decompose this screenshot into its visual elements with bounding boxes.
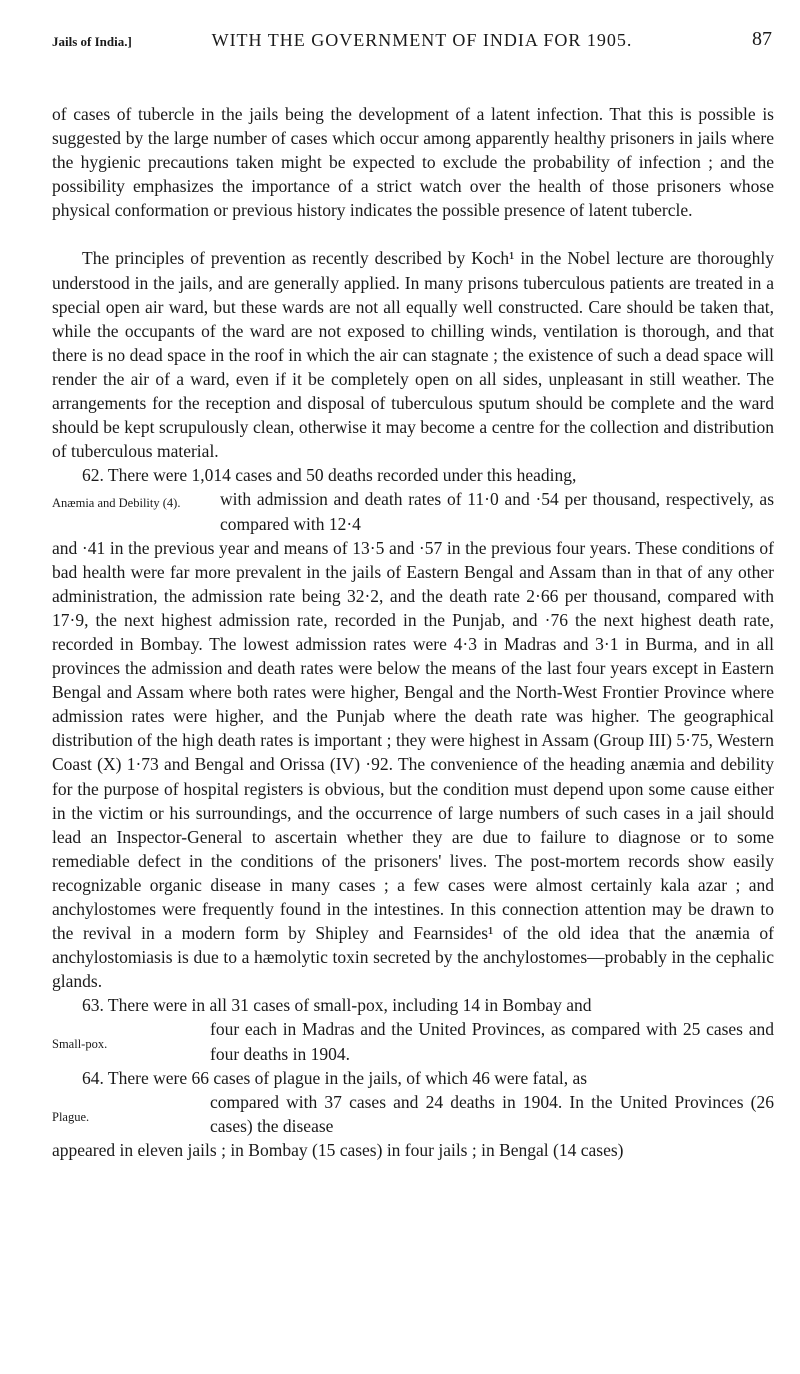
section-62-lead: 62. There were 1,014 cases and 50 deaths recorded under this heading, [82, 465, 577, 486]
section-63-smallpox [52, 993, 774, 1065]
section-64-body: appeared in eleven jails ; in Bombay (15 cases) in four jails ; in Bengal (14 cases) [52, 1139, 624, 1160]
paragraph-tubercle-continued: of cases of tubercle in the jails being the development of a latent infection. That this is possible is suggested by the large number of cases which occur among apparently healthy prisoners in jails where the hygienic precautions taken might be expected to exclude the probability of infection ; and the possibility emphasizes the importance of a strict watch over the health of those prisoners whose physical conformation or previous history indicates the possible presence of latent tubercle. [52, 104, 774, 221]
document-page [52, 28, 774, 1162]
side-note-smallpox: Small-pox. [52, 1037, 108, 1052]
running-header [52, 28, 774, 68]
side-note-anaemia: Anæmia and Debility (4). [52, 496, 181, 511]
page-number: 87 [752, 28, 772, 50]
paragraph-prevention: The principles of prevention as recently described by Koch¹ in the Nobel lecture are thoroughly understood in the jails, and are generally applied. In many prisons tuberculous patients are treated in a special open air ward, but these wards are not all equally well constructed. Care should be taken that, while the occupants of the ward are not exposed to chilling winds, ventilation is thorough, and that there is no dead space in the roof in which the air can stagnate ; the existence of such a dead space will render the air of a ward, even if it be completely open on all sides, unpleasant in still weather. The arrangements for the reception and disposal of tuberculous sputum should be complete and the ward should be kept scrupulously clean, otherwise it may become a centre for the collection and distribution of tuberculous material. [52, 248, 774, 462]
section-64-hanging-text: compared with 37 cases and 24 deaths in 1904. In the United Provinces (26 cases) the disease [210, 1091, 774, 1136]
side-note-plague: Plague. [52, 1109, 90, 1124]
header-title: WITH THE GOVERNMENT OF INDIA FOR 1905. [211, 30, 633, 50]
section-62-body: and ·41 in the previous year and means of 13·5 and ·57 in the previous four years. These conditions of bad health were far more prevalent in the jails of Eastern Bengal and Assam than in that of any other administration, the admission rate being 32·2, and the death rate 2·66 per thousand, compared with 17·9, the next highest admission rate, recorded in the Punjab, and ·76 the next highest death rate, recorded in Bombay. The lowest admission rates were 4·3 in Madras and 3·1 in Burma, and in all provinces the admission and death rates were below the means of the last four years except in Eastern Bengal and Assam where both rates were higher, Bengal and the North-West Frontier Province where admission rates were higher, and the Punjab where the death rate was higher. The geographical distribution of the high death rates is important ; they were highest in Assam (Group III) 5·75, Western Coast (X) 1·73 and Bengal and Orissa (IV) ·92. The convenience of the heading anæmia and debility for the purpose of hospital registers is obvious, but the condition must depend upon some cause either in the victim or his surroundings, and the occurrence of large numbers of such cases in a jail should lead an Inspector-General to ascertain whether they are due to failure to diagnose or to some remediable defect in the conditions of the prisoners' lives. The post-mortem records show easily recognizable organic disease in many cases ; a few cases were almost certainly kala azar ; and anchylostomes were frequently found in the intestines. In this connection attention may be drawn to the revival in a modern form by Shipley and Fearnsides¹ of the old idea that the anæmia of anchylostomiasis is due to a hæmolytic toxin secreted by the anchylostomes—probably in the cephalic glands. [52, 537, 774, 992]
section-63-lead: 63. There were in all 31 cases of small-pox, including 14 in Bombay and [82, 995, 592, 1016]
section-62-anaemia [52, 463, 774, 993]
section-64-plague [52, 1066, 774, 1162]
section-63-hanging-text: four each in Madras and the United Provinces, as compared with 25 cases and four deaths in 1904. [210, 1019, 774, 1064]
header-section-label: Jails of India.] [52, 34, 132, 49]
section-64-lead: 64. There were 66 cases of plague in the jails, of which 46 were fatal, as [82, 1067, 588, 1088]
section-62-hanging-text: with admission and death rates of 11·0 and ·54 per thousand, respectively, as compared with 12·4 [220, 489, 774, 534]
body-text [52, 102, 774, 1162]
